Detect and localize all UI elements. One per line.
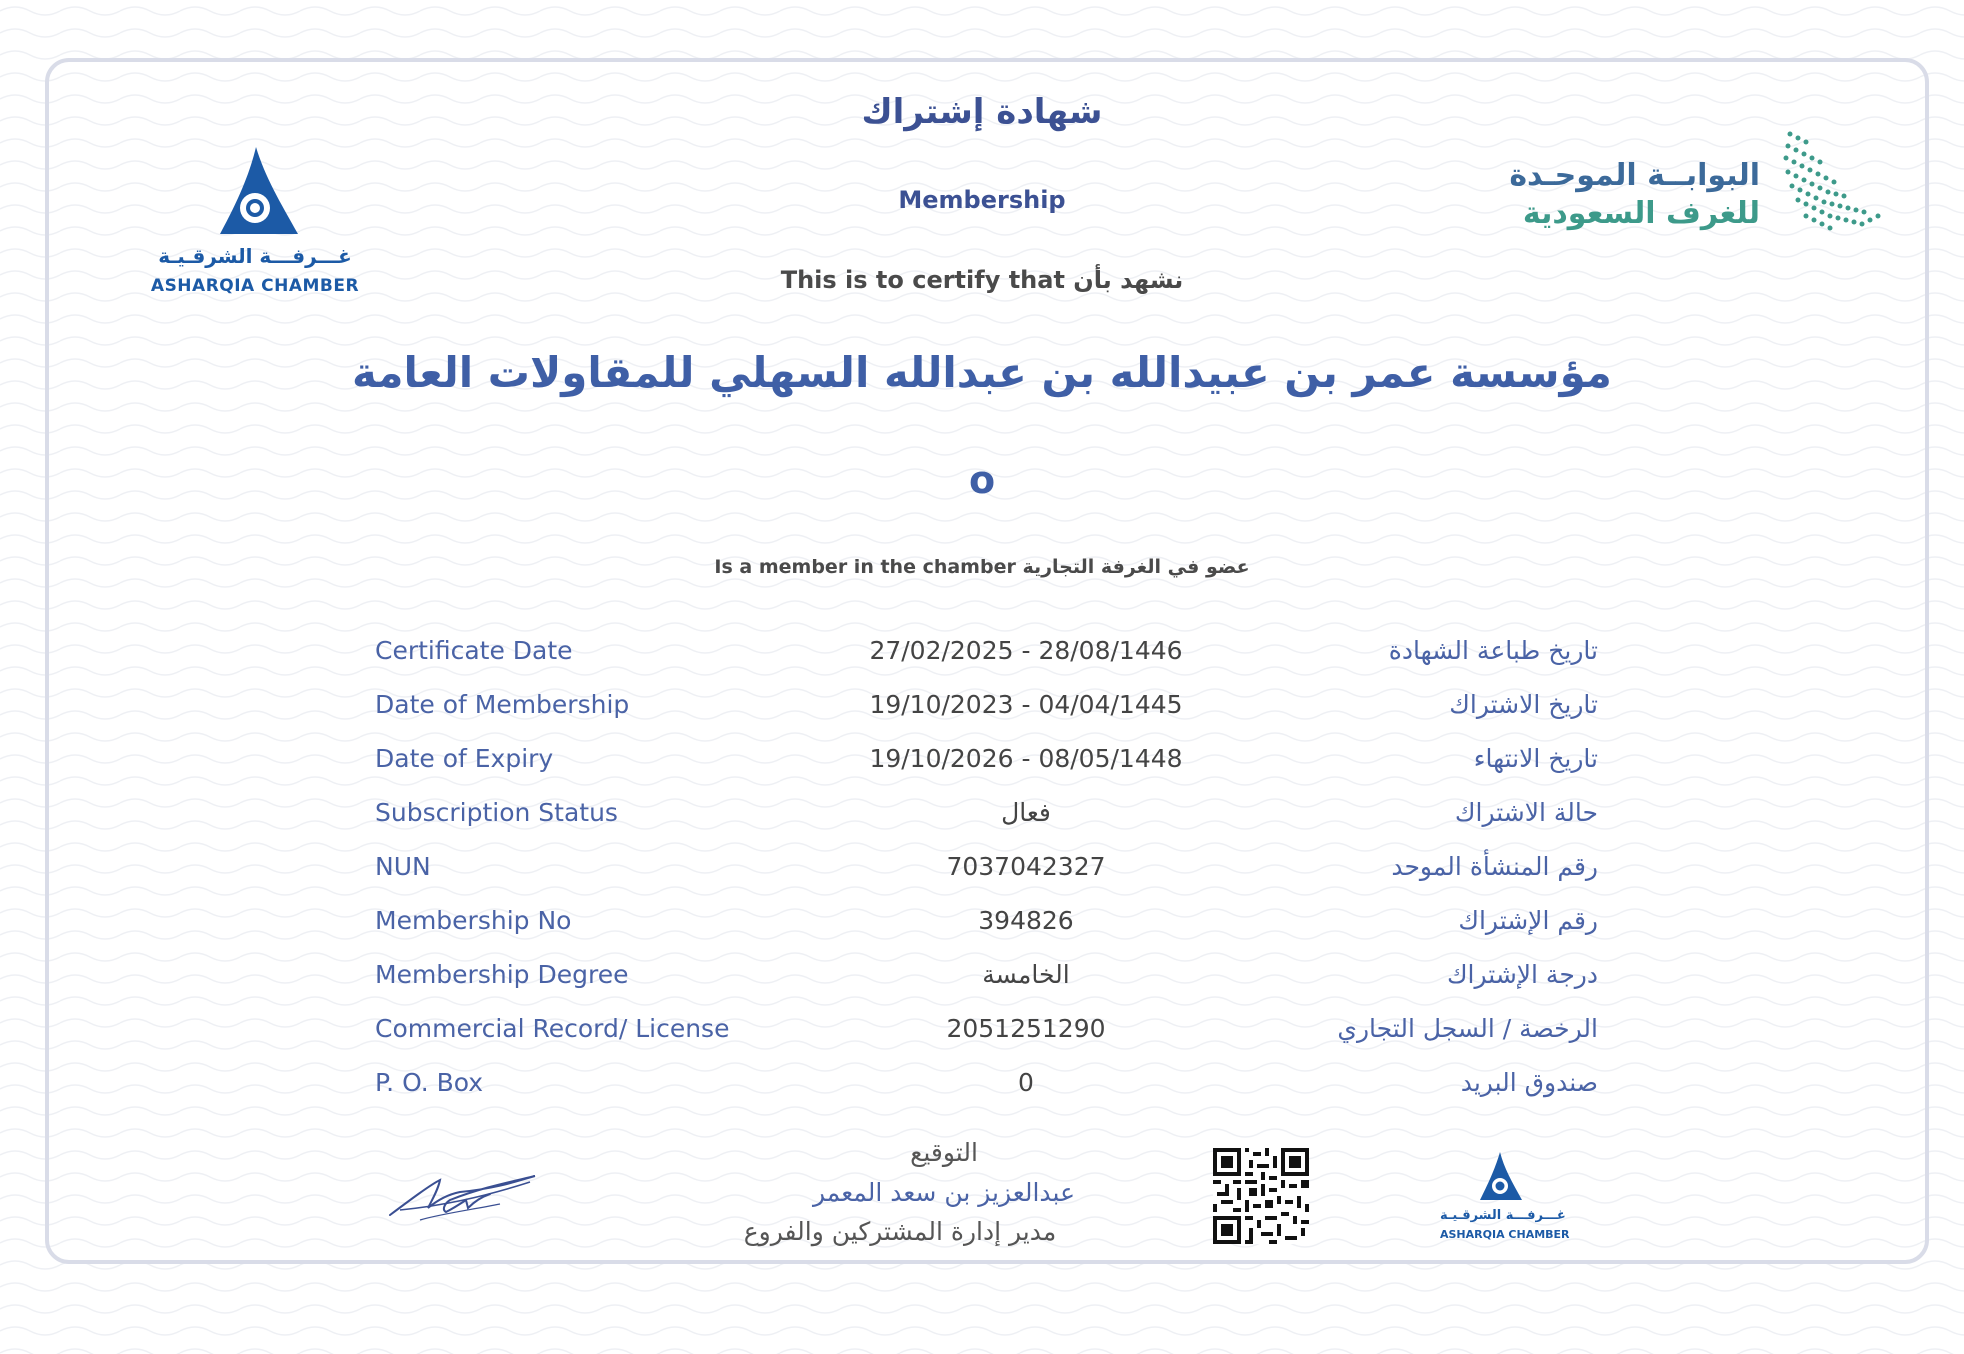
asharqia-small-logo-en: ASHARQIA CHAMBER [1440,1228,1570,1241]
asharqia-logo-en: ASHARQIA CHAMBER [150,276,360,296]
detail-row [0,960,1964,1000]
certify-line: This is to certify that نشهد بأن [780,266,1184,294]
signature-name: عبدالعزيز بن سعد المعمر [812,1178,1076,1207]
detail-value: 0 [1018,1068,1034,1097]
detail-value: 19/10/2023 - 04/04/1445 [869,690,1183,719]
detail-value: 394826 [978,906,1074,935]
detail-row [0,1014,1964,1054]
detail-label-ar: الرخصة / السجل التجاري [1337,1014,1598,1043]
signature-label: التوقيع [910,1138,978,1167]
qr-code[interactable] [1213,1148,1309,1244]
asharqia-logo-ar: غـــرفـــة الشرقـيـة [158,244,352,268]
detail-label-ar: درجة الإشتراك [1446,960,1598,989]
detail-row [0,906,1964,946]
detail-label-ar: صندوق البريد [1460,1068,1598,1097]
detail-label-ar: تاريخ طباعة الشهادة [1388,636,1598,665]
certificate-title-en: Membership [898,186,1066,214]
detail-row [0,636,1964,676]
detail-label-en: Membership Degree [375,960,629,989]
detail-row [0,690,1964,730]
company-name: مؤسسة عمر بن عبيدالله بن عبدالله السهلي للمقاولات العامة [352,348,1612,397]
company-suffix: o [968,458,996,502]
certificate-title-ar: شهادة إشتراك [861,92,1103,132]
unified-portal-logo [1500,120,1890,240]
signature-title: مدير إدارة المشتركين والفروع [743,1217,1057,1246]
portal-logo-line2: للغرف السعودية [1522,196,1760,231]
asharqia-small-emblem-icon [1440,1148,1560,1206]
detail-label-en: NUN [375,852,431,881]
detail-label-ar: تاريخ الانتهاء [1473,744,1598,773]
detail-label-en: P. O. Box [375,1068,484,1097]
detail-value: الخامسة [982,960,1070,989]
detail-value: 7037042327 [946,852,1106,881]
detail-label-ar: رقم الإشتراك [1458,906,1598,935]
asharqia-small-logo-ar: غـــرفـــة الشرقـيـة [1440,1208,1566,1223]
detail-row [0,744,1964,784]
detail-value: 2051251290 [946,1014,1106,1043]
detail-label-en: Commercial Record/ License [375,1014,730,1043]
saudi-map-dots-icon [1770,124,1890,234]
detail-label-en: Date of Expiry [375,744,554,773]
detail-label-en: Certificate Date [375,636,573,665]
detail-label-en: Membership No [375,906,572,935]
detail-row [0,798,1964,838]
detail-value: 27/02/2025 - 28/08/1446 [869,636,1183,665]
detail-label-ar: حالة الاشتراك [1454,798,1598,827]
detail-row [0,1068,1964,1108]
portal-logo-line1: البوابــة الموحـدة [1509,158,1760,193]
detail-row [0,852,1964,892]
detail-label-ar: رقم المنشأة الموحد [1391,852,1598,881]
detail-label-en: Date of Membership [375,690,630,719]
asharqia-small-logo [1440,1148,1570,1248]
handwritten-signature [380,1160,540,1230]
detail-label-ar: تاريخ الاشتراك [1449,690,1598,719]
detail-value: فعال [1001,798,1051,827]
detail-value: 19/10/2026 - 08/05/1448 [869,744,1183,773]
detail-label-en: Subscription Status [375,798,618,827]
member-line: Is a member in the chamber عضو في الغرفة التجارية [714,556,1250,578]
